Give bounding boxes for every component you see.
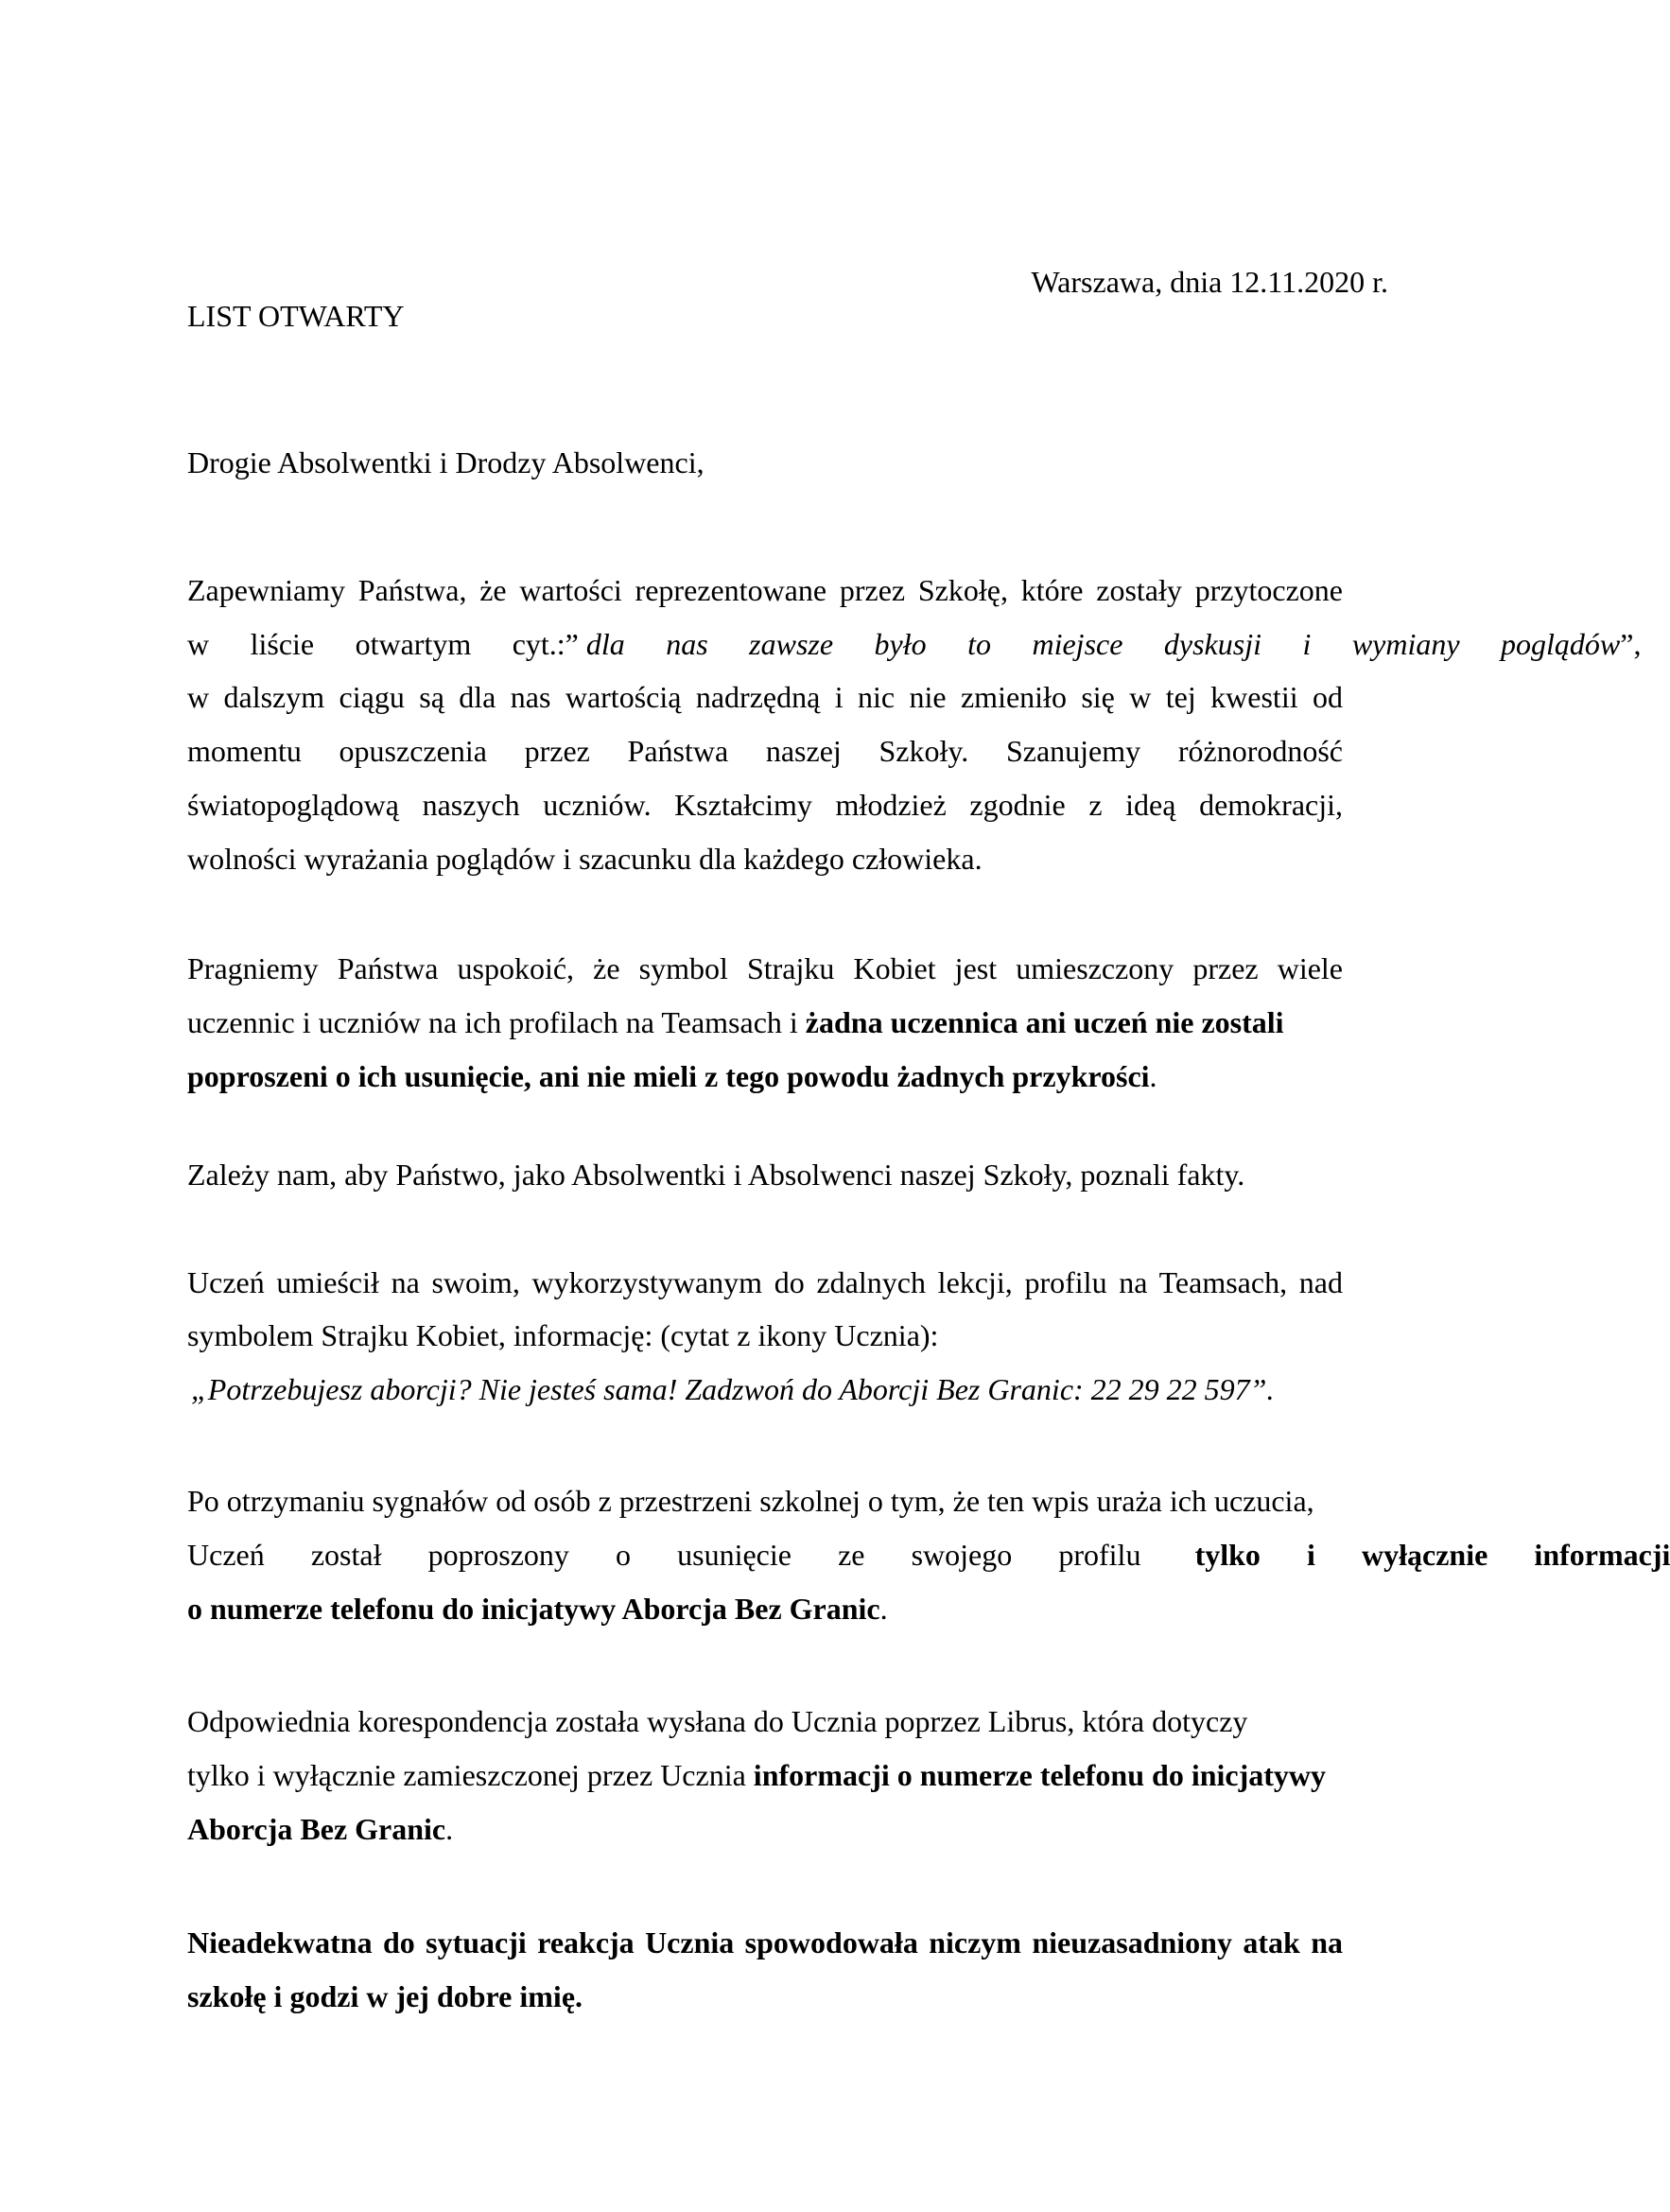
paragraph-3: Zależy nam, aby Państwo, jako Absolwentki i Absolwenci naszej Szkoły, poznali fakty. <box>187 1158 1245 1192</box>
p6-line-2-a: tylko i wyłącznie zamieszczonej przez Ucznia <box>187 1758 754 1792</box>
p1-line-4 <box>187 732 1343 770</box>
p5-line-2 <box>187 1536 1670 1574</box>
date-line: Warszawa, dnia 12.11.2020 r. <box>1031 265 1388 299</box>
p6-line-3-bold: Aborcja Bez Granic <box>187 1812 446 1846</box>
p6-line-3 <box>187 1810 453 1848</box>
p6-line-3-b: . <box>445 1812 454 1846</box>
p1-quote: dla nas zawsze było to miejsce dyskusji i wymiany poglądów <box>585 627 1621 661</box>
p2-line-3-bold: poproszeni o ich usunięcie, ani nie mieli z tego powodu żadnych przykrości <box>187 1059 1150 1093</box>
p1-line-2-c: ”, <box>1620 627 1642 661</box>
p4-line-2: symbolem Strajku Kobiet, informację: (cytat z ikony Ucznia): <box>187 1318 939 1352</box>
p6-line-1: Odpowiednia korespondencja została wysłana do Ucznia poprzez Librus, która dotyczy <box>187 1704 1248 1738</box>
letter-page <box>187 0 1670 2212</box>
p2-line-2-bold: żadna uczennica ani uczeń nie zostali <box>805 1005 1284 1039</box>
p2-line-3 <box>187 1057 1157 1095</box>
p4-quote <box>191 1370 1274 1408</box>
p2-line-1 <box>187 949 1343 987</box>
p5-line-3-bold: o numerze telefonu do inicjatywy Aborcja Bez Granic <box>187 1592 880 1626</box>
p2-line-1-text: Pragniemy Państwa uspokoić, że symbol Strajku Kobiet jest umieszczony przez wiele <box>187 951 1343 985</box>
p2-line-3-b: . <box>1149 1059 1157 1093</box>
p5-line-2-a: Uczeń został poproszony o usunięcie ze swojego profilu <box>187 1538 1188 1572</box>
p1-line-3-text: w dalszym ciągu są dla nas wartością nadrzędną i nic nie zmieniło się w tej kwestii od <box>187 680 1343 714</box>
p2-line-2-a: uczennic i uczniów na ich profilach na Teamsach i <box>187 1005 806 1039</box>
p1-line-4-text: momentu opuszczenia przez Państwa naszej Szkoły. Szanujemy różnorodność <box>187 734 1343 768</box>
p1-line-5-text: światopoglądową naszych uczniów. Kształcimy młodzież zgodnie z ideą demokracji, <box>187 788 1343 822</box>
p7-line-1-bold: Nieadekwatna do sytuacji reakcja Ucznia spowodowała niczym nieuzasadniony atak na <box>187 1925 1343 1959</box>
letter-title: LIST OTWARTY <box>187 299 405 333</box>
p6-line-2 <box>187 1756 1326 1794</box>
greeting: Drogie Absolwentki i Drodzy Absolwenci, <box>187 445 705 479</box>
p4-line-1-text: Uczeń umieścił na swoim, wykorzystywanym do zdalnych lekcji, profilu na Teamsach, nad <box>187 1265 1343 1299</box>
p1-line-1 <box>187 571 1343 609</box>
p5-line-3-b: . <box>879 1592 888 1626</box>
p1-line-3 <box>187 678 1343 716</box>
p7-line-2 <box>187 1977 583 2015</box>
p5-line-3 <box>187 1590 888 1628</box>
p1-line-2 <box>187 625 1641 663</box>
p4-line-1 <box>187 1263 1343 1301</box>
p1-line-2-a: w liście otwartym cyt.:” <box>187 627 579 661</box>
p7-line-2-bold: szkołę i godzi w jej dobre imię. <box>187 1979 583 2013</box>
p1-line-6: wolności wyrażania poglądów i szacunku dla każdego człowieka. <box>187 842 983 876</box>
p1-line-5 <box>187 786 1343 824</box>
p6-line-2-bold: informacji o numerze telefonu do inicjatywy <box>753 1758 1327 1792</box>
p1-line-1-text: Zapewniamy Państwa, że wartości reprezentowane przez Szkołę, które zostały przytoczone <box>187 573 1343 607</box>
p7-line-1 <box>187 1924 1343 1961</box>
p4-quote-text: „Potrzebujesz aborcji? Nie jesteś sama! Zadzwoń do Aborcji Bez Granic: 22 29 22 597”. <box>191 1372 1275 1406</box>
p5-line-1: Po otrzymaniu sygnałów od osób z przestrzeni szkolnej o tym, że ten wpis uraża ich uczucia, <box>187 1484 1314 1518</box>
p2-line-2 <box>187 1003 1284 1041</box>
p5-line-2-bold: tylko i wyłącznie informacji <box>1194 1538 1670 1572</box>
